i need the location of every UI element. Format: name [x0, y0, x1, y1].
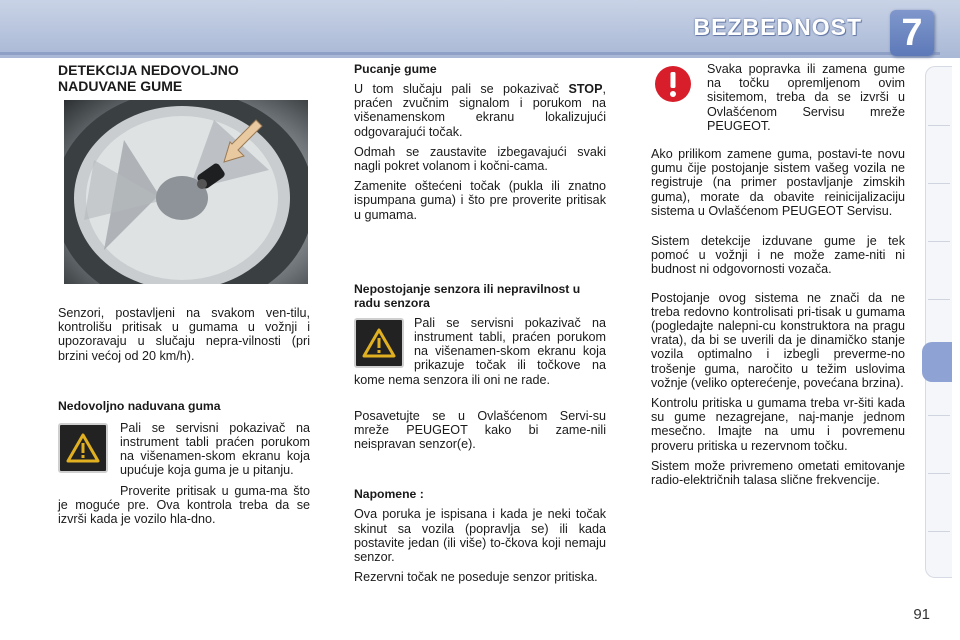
regular-check-paragraph: Postojanje ovog sistema ne znači da ne treba redovno kontrolisati pri-tisak u gumama (pogledajte nalepni-cu konstruktora na pragu vrata), da bi se uverili da je dinamičko stanje vozila optimalno i izbegli preverme-no trošenje guma, naročito u težim uslovima vožnje (veliko opterećenje, povećana brzina).: [651, 290, 905, 390]
low-pressure-heading: Nedovoljno naduvana guma: [58, 398, 221, 413]
radio-interference-paragraph: Sistem može privremeno ometati emitovanje radio-električnih talasa slične frekvencije.: [651, 458, 905, 488]
tyre-change-paragraph: Ako prilikom zamene guma, postavi-te novu gumu čije postojanje sistem vašeg vozila ne registruje (na primer postavljanje zimskih guma), morate da obavite reinicijalizaciju sistema u Ovlašćenom PEUGEOT Servisu.: [651, 147, 905, 218]
burst-text-a: U tom slučaju pali se pokazivač: [354, 82, 569, 96]
stop-circle-icon: [653, 64, 693, 107]
sensor-heading: Nepostojanje senzora ili nepravilnost u radu senzora: [354, 281, 581, 310]
notes-paragraph-1: Ova poruka je ispisana i kada je neki točak skinut sa vozila (popravlja se) ili kada postavite jedan (ili više) to-čkova koji nemaju senzor.: [354, 507, 606, 565]
sensor-paragraph-1: Pali se servisni pokazivač na instrument tabli, praćen porukom na višenamen-skom ekranu koja prikazuje točak ili točkove na kome nema senzora ili oni ne rade.: [354, 315, 606, 387]
tab-divider: [928, 125, 950, 126]
burst-paragraph-1: [354, 82, 606, 139]
sensor-paragraph-2: Posavetujte se u Ovlašćenom Servi-su mreže PEUGEOT kako bi zame-nili neispravan senzor(e).: [354, 408, 606, 452]
column-right: [651, 62, 905, 493]
header-divider: [0, 52, 940, 55]
burst-paragraph-2: Odmah se zaustavite izbegavajući svaki nagli pokret volanom i kočni-cama.: [354, 144, 606, 174]
column-left: [58, 60, 310, 532]
section-heading: DETEKCIJA NEDOVOLJNO NADUVANE GUME: [58, 62, 239, 94]
burst-heading: Pucanje gume: [354, 62, 437, 76]
tab-divider: [928, 241, 950, 242]
burst-text-b: , praćen zvučnim signalom i porukom na višenamenskom ekranu lokalizujući odgovarajući točak.: [354, 82, 606, 139]
intro-paragraph: Senzori, postavljeni na svakom ven-tilu, kontrolišu pritisak u gumama u vožnji i upozoravaju u slučaju nepra-vilnosti (pri brzini većoj od 20 km/h).: [58, 306, 310, 363]
cold-tyre-paragraph: Kontrolu pritiska u gumama treba vr-šiti kada su gume nezagrejane, naj-manje jednom mesečno. Imajte na umu i povremenu proveru pritiska u rezervnom točku.: [651, 396, 905, 453]
photo-spacer: [58, 94, 310, 306]
column-middle: [354, 62, 606, 590]
tab-divider: [928, 183, 950, 184]
page-number: 91: [913, 606, 930, 623]
low-pressure-paragraph-1: Pali se servisni pokazivač na instrument tabli praćen porukom na višenamen-skom ekranu koja upućuje koja guma je u pitanju.: [120, 420, 310, 478]
tab-divider: [928, 299, 950, 300]
burst-paragraph-3: Zamenite oštećeni točak (pukla ili znatno ispumpana guma) i što pre proverite pritisak u gumama.: [354, 179, 606, 222]
system-aid-paragraph: Sistem detekcije izduvane gume je tek pomoć u vožnji i ne može zame-niti ni budnost ni odgovornosti vozača.: [651, 234, 905, 277]
tab-divider: [928, 473, 950, 474]
tab-divider: [928, 531, 950, 532]
warning-triangle-icon: [354, 318, 404, 368]
tab-divider: [928, 415, 950, 416]
stop-label: STOP: [568, 82, 603, 96]
chapter-number: 7: [890, 10, 934, 56]
notes-paragraph-2: Rezervni točak ne poseduje senzor pritiska.: [354, 570, 598, 585]
active-chapter-tab: [922, 342, 952, 382]
warning-triangle-icon: [58, 423, 108, 473]
spacer: [58, 369, 310, 399]
chapter-tabs: [925, 66, 952, 578]
section-title: BEZBEDNOST: [693, 14, 862, 40]
low-pressure-paragraph-2: Proverite pritisak u guma-ma što je moguće pre. Ova kontrola treba da se izvrši kada je vozilo hla-dno.: [58, 483, 310, 527]
notes-heading: Napomene :: [354, 487, 424, 502]
repair-paragraph: Svaka popravka ili zamena gume na točku opremljenom ovim sisitemom, treba da se izvrši u Ovlašćenom Servisu mreže PEUGEOT.: [707, 62, 905, 133]
